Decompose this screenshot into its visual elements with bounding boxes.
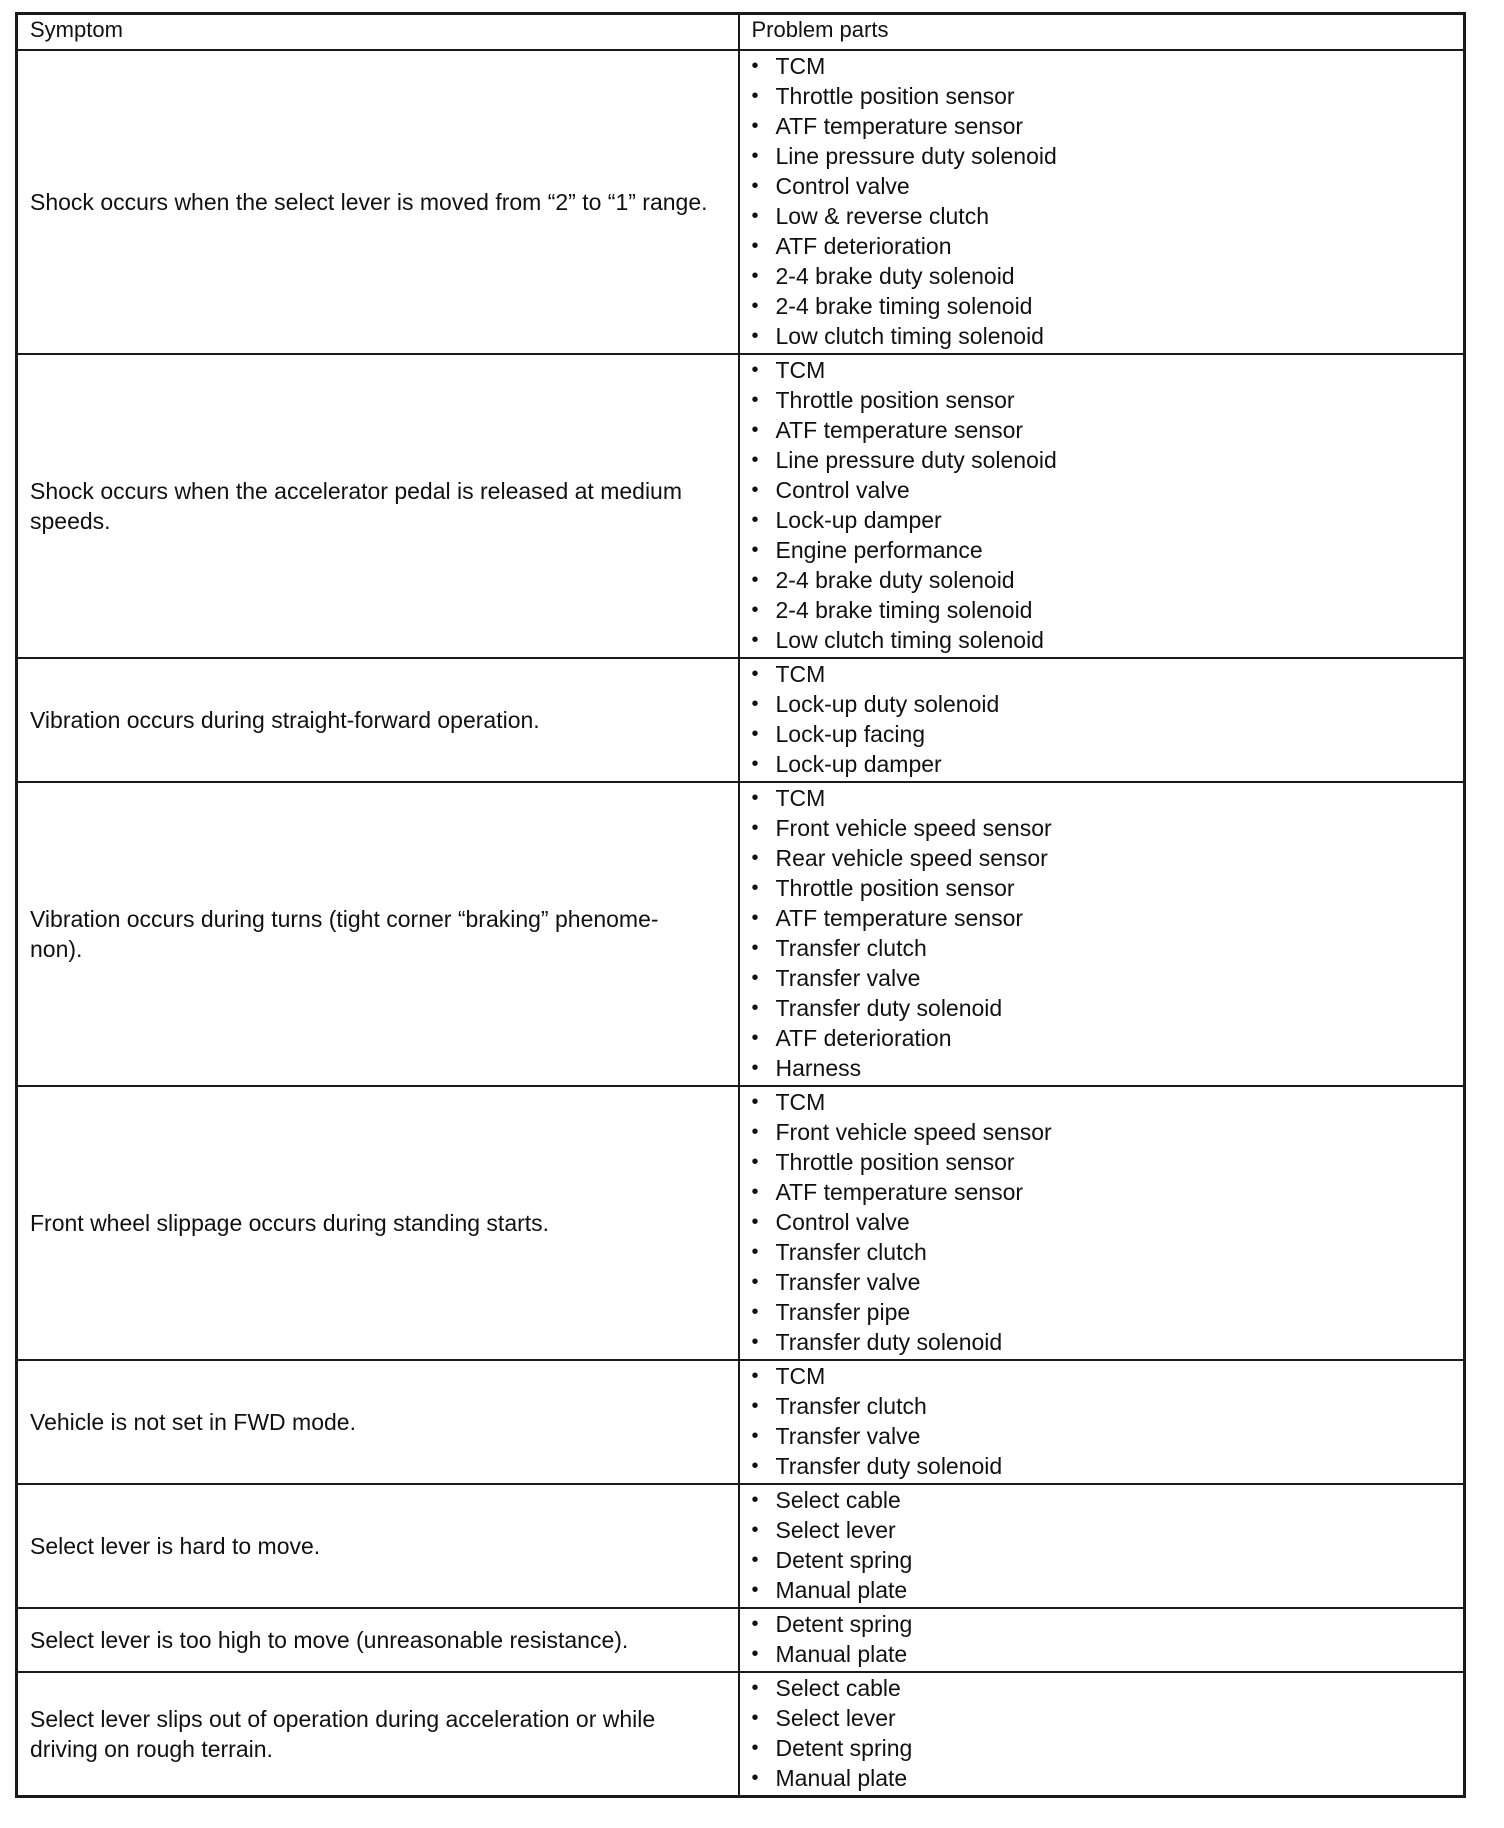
problem-parts-list	[750, 1609, 1458, 1669]
problem-part-item: • Transfer duty solenoid	[750, 1451, 1458, 1481]
problem-part-item: • Detent spring	[750, 1545, 1458, 1575]
problem-parts-list	[750, 659, 1458, 779]
table-body	[17, 50, 1465, 1797]
problem-part-item: • Line pressure duty solenoid	[750, 141, 1458, 171]
problem-part-item: • Select cable	[750, 1485, 1458, 1515]
problem-part-item: • ATF deterioration	[750, 231, 1458, 261]
problem-part-item: • Control valve	[750, 475, 1458, 505]
problem-parts-cell	[739, 782, 1465, 1086]
problem-parts-list	[750, 1485, 1458, 1605]
problem-part-item: • Front vehicle speed sensor	[750, 1117, 1458, 1147]
problem-part-item: • Select lever	[750, 1515, 1458, 1545]
problem-parts-cell	[739, 1086, 1465, 1360]
problem-part-item: • 2-4 brake duty solenoid	[750, 261, 1458, 291]
problem-parts-cell	[739, 354, 1465, 658]
problem-part-item: • Transfer clutch	[750, 1391, 1458, 1421]
problem-part-item: • 2-4 brake timing solenoid	[750, 595, 1458, 625]
problem-part-item: • Transfer duty solenoid	[750, 1327, 1458, 1357]
troubleshooting-table	[15, 12, 1466, 1798]
problem-part-item: • Control valve	[750, 1207, 1458, 1237]
problem-part-item: • TCM	[750, 1087, 1458, 1117]
problem-part-item: • Transfer valve	[750, 1421, 1458, 1451]
problem-part-item: • ATF temperature sensor	[750, 1177, 1458, 1207]
symptom-cell: Vibration occurs during turns (tight corner “braking” phenome-non).	[17, 782, 739, 1086]
problem-parts-cell	[739, 1484, 1465, 1608]
problem-parts-cell	[739, 1608, 1465, 1672]
problem-part-item: • Transfer duty solenoid	[750, 993, 1458, 1023]
problem-part-item: • Throttle position sensor	[750, 1147, 1458, 1177]
problem-parts-list	[750, 1673, 1458, 1793]
problem-parts-cell	[739, 658, 1465, 782]
problem-parts-cell	[739, 1672, 1465, 1797]
problem-part-item: • 2-4 brake duty solenoid	[750, 565, 1458, 595]
problem-parts-list	[750, 355, 1458, 655]
problem-parts-list	[750, 51, 1458, 351]
problem-part-item: • TCM	[750, 783, 1458, 813]
problem-parts-list	[750, 1087, 1458, 1357]
table-row	[17, 354, 1465, 658]
problem-part-item: • TCM	[750, 355, 1458, 385]
problem-part-item: • Control valve	[750, 171, 1458, 201]
problem-part-item: • Lock-up duty solenoid	[750, 689, 1458, 719]
problem-part-item: • ATF temperature sensor	[750, 903, 1458, 933]
problem-part-item: • Throttle position sensor	[750, 873, 1458, 903]
problem-part-item: • Lock-up facing	[750, 719, 1458, 749]
table-row	[17, 50, 1465, 354]
problem-part-item: • Lock-up damper	[750, 505, 1458, 535]
problem-part-item: • Detent spring	[750, 1609, 1458, 1639]
table-header-row	[17, 14, 1465, 51]
table-row	[17, 658, 1465, 782]
table-row	[17, 782, 1465, 1086]
problem-part-item: • Manual plate	[750, 1763, 1458, 1793]
problem-part-item: • Low clutch timing solenoid	[750, 321, 1458, 351]
problem-part-item: • Detent spring	[750, 1733, 1458, 1763]
symptom-cell: Shock occurs when the select lever is moved from “2” to “1” range.	[17, 50, 739, 354]
problem-part-item: • Transfer pipe	[750, 1297, 1458, 1327]
problem-part-item: • TCM	[750, 1361, 1458, 1391]
problem-part-item: • Harness	[750, 1053, 1458, 1083]
problem-part-item: • Throttle position sensor	[750, 385, 1458, 415]
problem-part-item: • Select lever	[750, 1703, 1458, 1733]
column-header-problem-parts: Problem parts	[739, 14, 1465, 51]
symptom-cell: Front wheel slippage occurs during standing starts.	[17, 1086, 739, 1360]
problem-part-item: • Front vehicle speed sensor	[750, 813, 1458, 843]
symptom-cell: Select lever is hard to move.	[17, 1484, 739, 1608]
problem-part-item: • Low & reverse clutch	[750, 201, 1458, 231]
problem-part-item: • Throttle position sensor	[750, 81, 1458, 111]
column-header-symptom: Symptom	[17, 14, 739, 51]
problem-parts-cell	[739, 1360, 1465, 1484]
problem-part-item: • Manual plate	[750, 1639, 1458, 1669]
symptom-cell: Vehicle is not set in FWD mode.	[17, 1360, 739, 1484]
problem-part-item: • Select cable	[750, 1673, 1458, 1703]
table-row	[17, 1672, 1465, 1797]
symptom-cell: Vibration occurs during straight-forward operation.	[17, 658, 739, 782]
problem-part-item: • Rear vehicle speed sensor	[750, 843, 1458, 873]
symptom-cell: Select lever is too high to move (unreasonable resistance).	[17, 1608, 739, 1672]
problem-part-item: • ATF temperature sensor	[750, 111, 1458, 141]
problem-part-item: • Transfer valve	[750, 1267, 1458, 1297]
problem-parts-list	[750, 1361, 1458, 1481]
symptom-cell: Shock occurs when the accelerator pedal is released at medium speeds.	[17, 354, 739, 658]
problem-part-item: • Engine performance	[750, 535, 1458, 565]
problem-part-item: • Line pressure duty solenoid	[750, 445, 1458, 475]
problem-part-item: • TCM	[750, 51, 1458, 81]
problem-part-item: • ATF temperature sensor	[750, 415, 1458, 445]
problem-part-item: • Transfer clutch	[750, 1237, 1458, 1267]
table-row	[17, 1608, 1465, 1672]
table-row	[17, 1086, 1465, 1360]
table-row	[17, 1484, 1465, 1608]
symptom-cell: Select lever slips out of operation during acceleration or while driving on rough terrain.	[17, 1672, 739, 1797]
problem-part-item: • 2-4 brake timing solenoid	[750, 291, 1458, 321]
problem-part-item: • Lock-up damper	[750, 749, 1458, 779]
problem-parts-list	[750, 783, 1458, 1083]
problem-part-item: • Transfer clutch	[750, 933, 1458, 963]
problem-part-item: • ATF deterioration	[750, 1023, 1458, 1053]
table-row	[17, 1360, 1465, 1484]
problem-part-item: • Low clutch timing solenoid	[750, 625, 1458, 655]
problem-part-item: • TCM	[750, 659, 1458, 689]
problem-part-item: • Manual plate	[750, 1575, 1458, 1605]
problem-part-item: • Transfer valve	[750, 963, 1458, 993]
problem-parts-cell	[739, 50, 1465, 354]
